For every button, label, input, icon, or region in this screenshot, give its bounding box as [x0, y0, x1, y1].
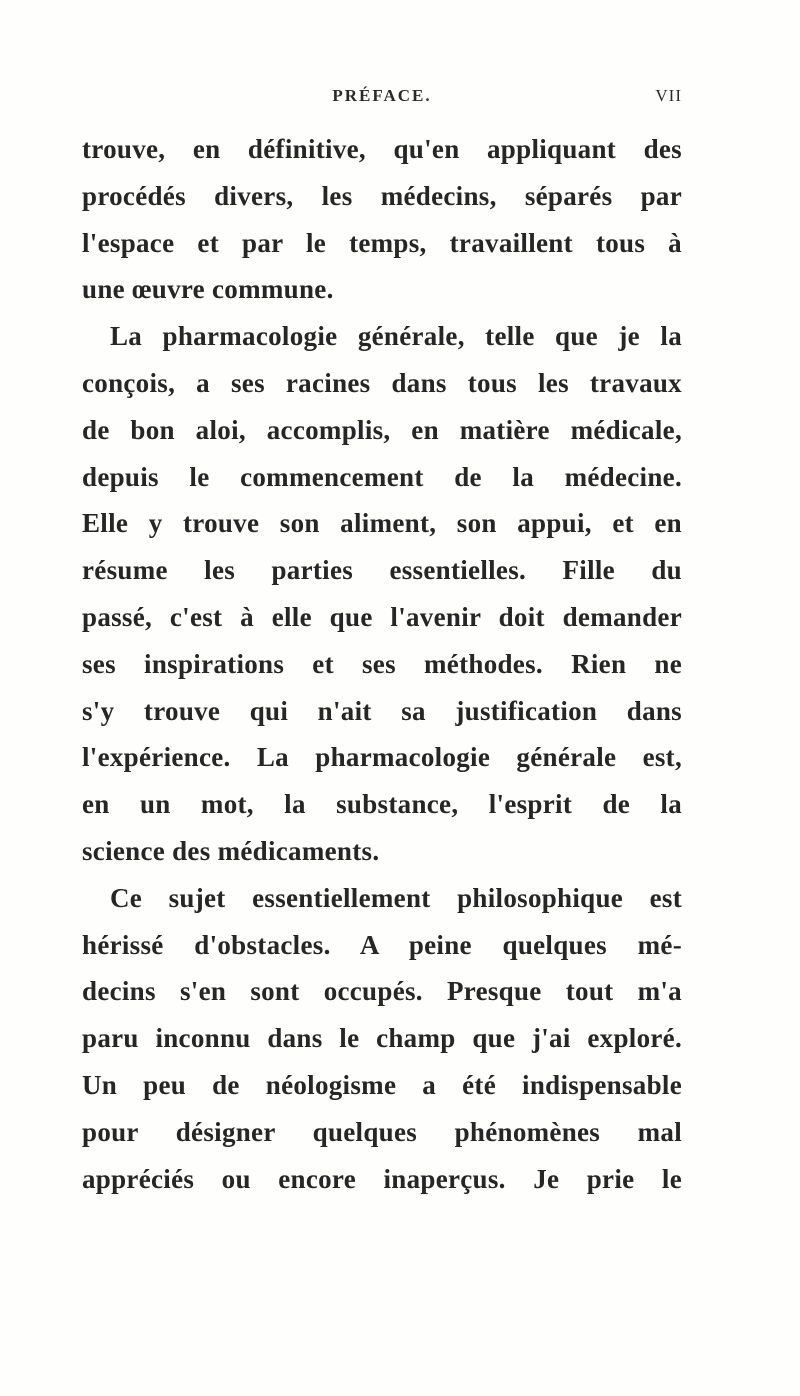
text-line: passé, c'est à elle que l'avenir doit demander [82, 601, 682, 632]
paragraph-start-line: La pharmacologie générale, telle que je la [110, 321, 682, 352]
text-line: procédés divers, les médecins, séparés par [82, 180, 682, 211]
text-line: depuis le commencement de la médecine. [82, 461, 682, 492]
running-title: PRÉFACE. [332, 86, 432, 105]
text-line: decins s'en sont occupés. Presque tout m'a [82, 976, 682, 1007]
text-line: hérissé d'obstacles. A peine quelques mé- [82, 929, 682, 960]
text-line: en un mot, la substance, l'esprit de la [82, 789, 682, 820]
text-line: de bon aloi, accomplis, en matière médicale, [82, 414, 682, 445]
text-line: paru inconnu dans le champ que j'ai exploré. [82, 1023, 682, 1054]
text-line: appréciés ou encore inaperçus. Je prie le [82, 1163, 682, 1194]
paragraph-end-line: une œuvre commune. [82, 274, 334, 305]
text-line: pour désigner quelques phénomènes mal [82, 1116, 682, 1147]
body-text [82, 126, 682, 1202]
text-line: Elle y trouve son aliment, son appui, et en [82, 508, 682, 539]
text-line: résume les parties essentielles. Fille du [82, 555, 682, 586]
text-line: trouve, en définitive, qu'en appliquant des [82, 134, 682, 164]
text-line: ses inspirations et ses méthodes. Rien ne [82, 648, 682, 679]
text-line: l'expérience. La pharmacologie générale est, [82, 742, 682, 773]
page-number: VII [655, 86, 682, 105]
text-line: s'y trouve qui n'ait sa justification dans [82, 695, 682, 726]
text-line: conçois, a ses racines dans tous les travaux [82, 367, 682, 398]
text-line: Un peu de néologisme a été indispensable [82, 1069, 682, 1100]
text-line: l'espace et par le temps, travaillent tous à [82, 227, 682, 258]
running-header [82, 86, 682, 110]
paragraph-start-line: Ce sujet essentiellement philosophique est [110, 882, 682, 913]
paragraph-end-line: science des médicaments. [82, 835, 380, 866]
